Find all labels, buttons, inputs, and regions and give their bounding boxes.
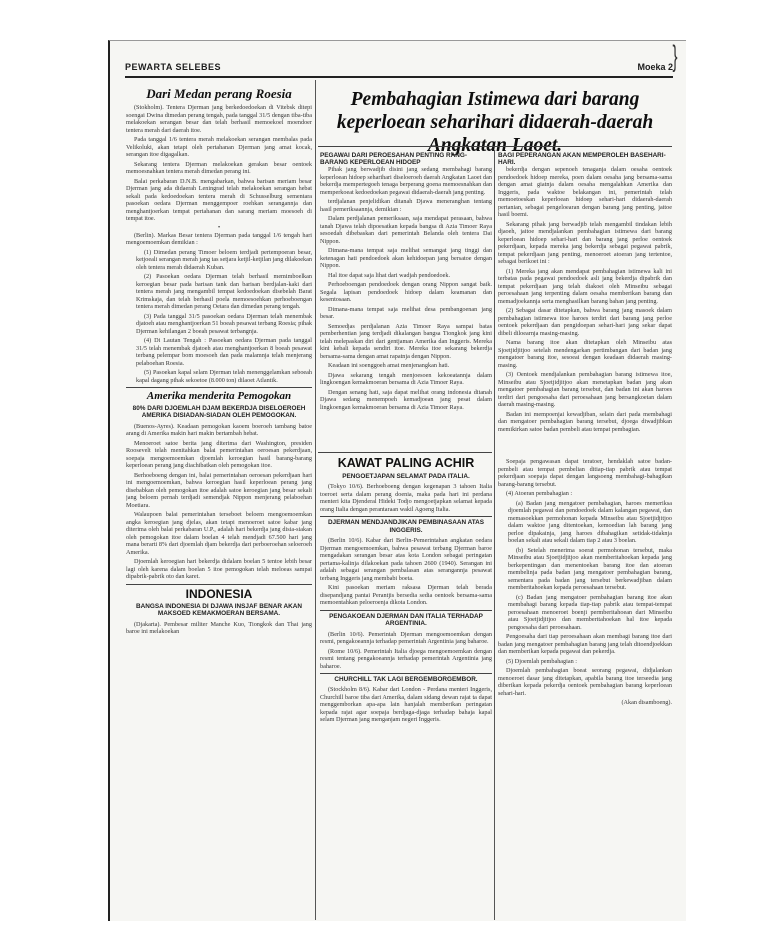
margin-bracket: } [672,40,678,73]
paragraph: (Rome 10/6). Pemerintah Italia djoega mengoemoemkan dengan resmi tentang pengakoeannja terhadap pemerintah Argentinia jang baharoe. [320,647,492,670]
subheadline-kawat: PENGOETJAPAN SELAMAT PADA ITALIA. [342,473,470,480]
paragraph: Dimana-mana tempat saja melihat desa pembangoenan jang besar. [320,305,492,320]
list-item: (a) Badan jang mengatoer pembahagian, haroes memeriksa djoemlah pegawai dan pendoedoek dalam kalangan pegawai, dan memasoekkan permohonan kepada Minseibu atau Sjoetjidjitjoo dalam waktoe jang ditentoekan, kemoedian lah barang jang perloe dipakainja, jang haroes dibahagikan setidak-tidaknja boelan sekali atau sekali dalam tiap 2 atau 3 boelan. [508,499,672,544]
page-number: Moeka 2 [637,62,673,72]
paragraph: (Djakarta). Pembesar militer Manche Kuo, Tiongkok dan Thai jang baroe ini melakoekan [126,620,312,636]
paragraph: Djawa sekarang tengah menjoesoen kekoeatannja dalam lingkoengan kemakmoeran bersama di Azia Timoer Raya. [320,371,492,386]
paragraph: (Berlin 10/6). Kabar dari Berlin-Pemerintahan angkatan oedara Djerman mengoemoemkan, bahwa pesawat terbang Djerman baroe mengadakan serangan besar atas kota London sebagai peringatan pertama-kalinja dilakoekan pada tahoen 2600 (1940). Serangan ini adalah sebagai serangan pembalasan atas serangannja pesawat terbang Inggeris jang membabi boeta. [320,537,492,582]
headline-argentinia: PENGAKOEAN DJERMAN DAN ITALIA TERHADAP ARGENTINIA. [329,612,483,628]
title-rule [318,146,672,147]
list-item: (2) Pasoekan oedara Djerman telah berhasil memimboelkan keroegian besar pada barisan tank dan barisan berdjalan-kaki dari tentera merah jang mengambil tempat kedoedoekan disebelah Barat Krimskaja, dan telah berhasil poela memoesoehkan perhoeboengan tentera merah dimedan perang Oetara dan dimedan perang tengah. [136,273,312,310]
list-item: (c) Badan jang mengatoer pembahagian barang itoe akan membahagi barang kepada tiap-tiap pabrik atau tempat-tempat peroesahaan menoeroet boenji permberitahoean dari Minseibu atau Sjoetjidjitjoo dan memberitahoekan hal itoe kepada pengoesaha dari peroesahaan. [508,593,672,631]
paragraph: Nama barang itoe akan ditetapkan oleh Minseibu atas Sjoetjidjitjoo setelah mendengarkan pertimbangan dari badan jang mengatoer barang itoe, sesoeai dengan keadaan didaerah masing-masing. [498,339,672,369]
paragraph: (Stokholm). Tentera Djerman jang berkedoedoekan di Vitebsk ditepi soengai Dwina dimedan perang tengah, pada tanggal 31/5 dengan tiba-tiba melakoekan serangan besar dan telah berhasil memoekoel moendoer tentera merah dari daerah itoe. [126,104,312,134]
headline-amerika: Amerika menderita Pemogokan [146,390,292,402]
newspaper-name: PEWARTA SELEBES [125,62,222,72]
section-rule [126,584,312,585]
page-header [125,62,673,76]
headline-medan-perang: Dari Medan perang Roesia [146,86,292,101]
main-column-b [498,166,672,456]
paragraph: Pihak jang berwadjib disini jang sedang membahagi barang keperloean hidoep seharihari diseloeroeh daerah Angkatan Laoet dan bekerdja mempertegoeh tenaga berperang goena memoesnahkan dan memperkoeat kedoedoekan pegawai didaerah-daerah jang penting. [320,166,492,196]
list-item: (b) Setelah menerima soerat permohonan tersebut, maka Minseibu atau Sjoetjidjitjoo akan memberitahoekan kepada jang berkepentingan dan menentoekan barang itoe dan atoeran membelinja pada badan jang mengatoer pembahagian barang, sementara pada badan jang tersebut berkewadjiban dalam memberitahoekan kepada peroesahaan tersebut. [508,546,672,591]
headline-indonesia: INDONESIA [185,586,253,601]
paragraph: Pada tanggal 1/6 tentera merah melakoekan serangan membalas pada Velikoluki, akan tetapi oleh pertahanan Djerman jang amat kocak, serangan itoe digagalkan. [126,136,312,158]
paragraph: Dengan senang hati, saja dapat melihat orang indonesia ditanah Djawa sedang menempoeh kemadjoean jang pesat dalam lingkoengan kemakmoeran bersama di Azia Timoer Raya. [320,388,492,411]
main-column-c [498,458,672,918]
list-item: (5) Pasoekan kapal selam Djerman telah menenggelamkan seboeah kapal dagang pihak sekoetoe (8.000 ton) dilaoet Atlantik. [136,369,312,384]
paragraph: Kini pasoekan meriam raksasa Djerman telah berada disepandjang pantai Perantjis bersedia sedia oentoek bersama-sama memoentahkan peloeroenja dikota London. [320,584,492,607]
paragraph: (Berlin). Markas Besar tentera Djerman pada tanggal 1/6 tengah hari mengoemoemkan demikian : [126,231,312,246]
main-subheadline-right: BAGI PEPERANGAN AKAN MEMPEROLEH BASEHARI-HARI. [498,152,666,164]
section-rule [318,452,492,453]
section-star: • [217,224,221,231]
paragraph: Soepaja pengawasan dapat teratoer, hendaklah satoe badan-pembeli atau tempat pembelian ditiap-tiap pabrik atau tempat pekerdjaan soepaja dapat dengan langsoeng membahagi-bahagikan barang-barang tersebut. [498,458,672,488]
paragraph: (5) Djoemlah pembahagian : [506,657,577,665]
paragraph: Hal itoe dapat saja lihat dari wadjah pendoedoek. [328,271,450,279]
header-rule [125,76,673,78]
list-item: (4) Di Lautan Tengah : Pasoekan oedara Djerman pada tanggal 31/5 telah menembak djatoeh atau menghantjoerkan 8 boeah pesawat terbang pelempar bom moesoeh dan pada malamnja telah menjerang pelaboehan Roesia. [136,337,312,367]
paragraph: Djoemlah pembahagian boeat seorang pegawai, didjalankan menoeroet dasar jang ditetapkan, apabila barang itoe terseedia jang diberikan kepada pekerdja oentoek pembahagian barang keperloean sehari-hari. [498,667,672,697]
subheadline-amerika: 80% DARI DJOEMLAH DJAM BEKERDJA DISELOEROEH AMERIKA DISIADAN-SIADAN OLEH PEMOGOKAN. [132,405,306,420]
main-subheadline-left: PEGAWAI DARI PEROESAHAN PENTING RANG-BARANG KEPERLOEAN HIDOEP [320,152,467,164]
headline-kawat: KAWAT PALING ACHIR [337,456,475,470]
paragraph: (3) Oentoek mendjalankan pembahagian barang istimewa itoe, Minseibu atau Sjoetjidjitjoo akan menetapkan badan jang akan mengatoer pembahagian barang tersebut, dan badan ini akan haroes terdiri dari pengoesaha dari peroesahaan jang bersangkoetan dalam daerah masing-masing. [498,371,672,408]
section-rule [126,387,312,388]
paragraph: Dalam perdjalanan pemeriksaan, saja mendapat perasaan, bahwa tanah Djawa telah dipoesatkan kepada bangsa di Azia Timoer Raya sesoedah dibebaskan dari pemerintah Belanda oleh tentera Dai Nippon. [320,215,492,245]
column-divider [494,150,495,920]
paragraph: Djoemlah keroegian hari bekerdja didalam boelan 5 tentoe lebih besar lagi oleh karena dalam boelan 5 itoe pemogokan telah meloeas sampai dipabrik-pabrik oto dan karet. [126,558,312,581]
left-column [126,82,312,920]
paragraph: Pengoesaha dari tiap peroesahaan akan membagi barang itoe dari badan jang mengatoer pembahagian barang jang telah ditoendjoekkan dan memberikan kepada pegawai dan pekerdja. [498,633,672,655]
list-item: (3) Pada tanggal 31/5 pasoekan oedara Djerman telah menembak djatoeh atau menghantjoerkan 51 boeah pesawat terbang Roesia; pihak Djerman kehilangan 2 boeah pesawat terbangnja. [136,312,312,335]
paragraph: Berhoeboeng dengan ini, balai pemerintahan oeroesan pekerdjaan hari ini mengoemoemkan, bahwa keroegian hasil keperloean perang jang disebabkan oleh pemogokan itoe adalah satoe keroegian jang besar sekali jang beloem pernah terdjadi semendjak Nippon menjerang pelaboehan Moetiara. [126,471,312,509]
paragraph: Semoedjas perdjalanan Azia Timoer Raya sampai batas pemberhentian jang terdjadi dikalangan bangsa Tiongkok jang kini telah melepaskan diri dari gentjaman Amerika dan Inggeris. Mereka kini kebali kepada sendiri itoe. Mereka itoe sekarang bekerdja bersama-sama dengan amat rapatnja dengan Nippon. [320,322,492,360]
main-column-a [320,166,492,446]
paragraph: Menoeroet satoe berita jang diterima dari Washington, presiden Roosevelt telah menitahkan balai pemerintahan oeroesan pekerdjaan, soepaja mengoemoemkan djoemlah keroegian hasil barang-barang keperloean perang jang diachibatkan oleh pemogokan itoe. [126,439,312,470]
paragraph: bekerdja dengan sepenoeh tenaganja dalam oesaha oentoek pendoedoek hidoep mereka, poen dalam oesaha jang bersama-sama dengan amat giatnja dalam oesaha mengalahkan Amerika dan Inggeris, pada waktoe belakangan ini, pemerintah telah memoetoeskan keperloean hidoep sehari-hari didaerah-daerah pertanian, sebagai pengeloearan dengan barang jang penting, jaitoe hasil boemi. [498,166,672,218]
continued-note: (Akan disamboeng). [621,699,672,706]
paragraph: (Tokyo 10/6). Berhoeboeng dengan kegenapan 3 tahoen Italia toeroet serta dalam perang doenia, maka pada hari ini perdana menteri kita Djenderal Hideki Todjo mengoetjapkan selamat kepada orang Italia dengan perantaraan wakil Agoeng Italia. [320,483,492,513]
paragraph: Keadaan ini soenggoeh amat menjenangkan hati. [328,362,450,369]
main-headline: Pembahagian Istimewa dari barang keperloean seharihari didaerah-daerah Angkatan Laoet. [336,89,654,156]
paragraph: Balai perkabaran D.N.B. mengabarkan, bahwa barisan meriam besar Djerman jang ada didaerah Leningrad telah melakoekan serangan hebat sekali pada kedoedoekan tentera merah di Schusselburg sementara pasoekan oedara Djerman menggempoer roehkan serangannja dan menghantjoerkan tempat pertahanan dan sarang meriam moesoeh di tempat itoe. [126,177,312,222]
section-rule [320,516,492,517]
paragraph: Badan ini mempoenjai kewadjiban, selain dari pada membahagi dan mengatoer pembahagian barang tersebut, djoega diwadjibkan memikirkan satoe badan pembeli atau tempat pembagian. [498,410,672,433]
paragraph: (Buenos-Ayres). Keadaan pemogokan kaoem boeroeh tambang batoe arang di Amerika makin hari makin bertambah hebat. [126,422,312,438]
paragraph: (2) Sebagai dasar ditetapkan, bahwa barang jang masoek dalam pembahagian istimewa itoe haroes terdiri dari barang jang perloe oentoek pekerdjaan dan pengidoepan sehari-hari jang sekar dapat dibeli diloearnja masing-masing. [498,307,672,337]
paragraph: Walaupoen balai pemerintahan terseboet beloem mengoemoemkan angka keroegian jang djelas, akan tetapi menoeroet satoe kabar jang diterima oleh balai perkabaran U.P., adalah hari bekerdja jang disia-siakan oleh pemogokan itoe dalam boelan 4 telah mendjadi 67.500 hari jang mana berarti 8% dari djoemlah djam bekerdja dari perboeroehan seloeroeh Amerika. [126,511,312,556]
middle-column [320,456,492,918]
headline-djerman-pembinasaan: DJERMAN MENDJANDJIKAN PEMBINASAAN ATAS INGGERIS. [327,519,485,534]
headline-churchill: CHURCHILL TAK LAGI BERGEMBORGEMBOR. [334,676,478,684]
paragraph: (4) Atoeran pembahagian : [506,490,573,497]
column-divider [315,80,316,920]
paragraph: Sekarang tentera Djerman melakoekan gerakan besar oentoek memoesnahkan tentera merah dimedan perang ini. [126,160,312,175]
paragraph: (Berlin 10/6). Pemerintah Djerman mengoemoemkan dengan resmi, pengakoeannja terhadap pemerintah Argentinia jang baharoe. [320,630,492,646]
section-rule [320,610,492,611]
paragraph: (1) Mereka jang akan mendapat pembahagian istimewa kali ini terbatas pada pegawai pendoedoek asli jang bekerdja dipabrik dan tempat pekerdjaan jang telah diakoei oleh Minseibu sebagai peroesahaan jang terpenting dalam oesaha memberikan barang dan memadjoekannja serta menghasilkan barang bahan jang penting. [498,267,672,305]
list-item: (1) Dimedan perang Timoer beloem terdjadi pertempoeran besar, ketjoeali serangan merah jang tas setjara ketjil-ketjilan jang dilakoekan oleh tentera merah didaerah Kuban. [136,248,312,271]
section-rule [320,673,492,674]
paragraph: terdjalanan penjelidikan ditanah Djawa meneranghan tentang hasil pemeriksaannja, demikian : [320,198,492,213]
paragraph: Sekarang pihak jang berwadjib telah mengambil tindakan lebih djaoeh, jaitoe mendjalankan pembahagian istimewa dari barang keperloean hidoep sehari-hari dan barang jang perloe oentoek pekerdjaan, kepada mereka jang bekerdja sebagai pegawai pabrik, tempat pekerdjaan jang penting, menoeroet atoeran jang tertentoe, sebagai berikoet ini : [498,220,672,265]
paragraph: Perhoeboengan pendoedoek dengan orang Nippon sangat baik. Segala lapisan pendoedoek hidoep dalam keamanan dan kesentosaan. [320,281,492,303]
paragraph: Dimana-mana tempat saja melihat semangat jang tinggi dan ketenagan hati pendoedoek akan kehidoepan jang bersatoe dengan Nippon. [320,247,492,269]
paragraph: (Stockholm 8/6). Kabar dari London - Perdana menteri Inggeris, Churchill baroe tiba dari Amerika, dalam sidang dewan rajat ta dapat menggemborkan apa-apa lain hanjalah memberikan peringatan kepada rajat agar soepaja berdjaga-djaga terhadap bahaja kapal selam Djerman jang menganjam negeri Inggeris. [320,686,492,724]
subheadline-indonesia: BANGSA INDONESIA DI DJAWA INSJAF BENAR AKAN MAKSOED KEMAKMOERAN BERSAMA. [136,602,302,618]
